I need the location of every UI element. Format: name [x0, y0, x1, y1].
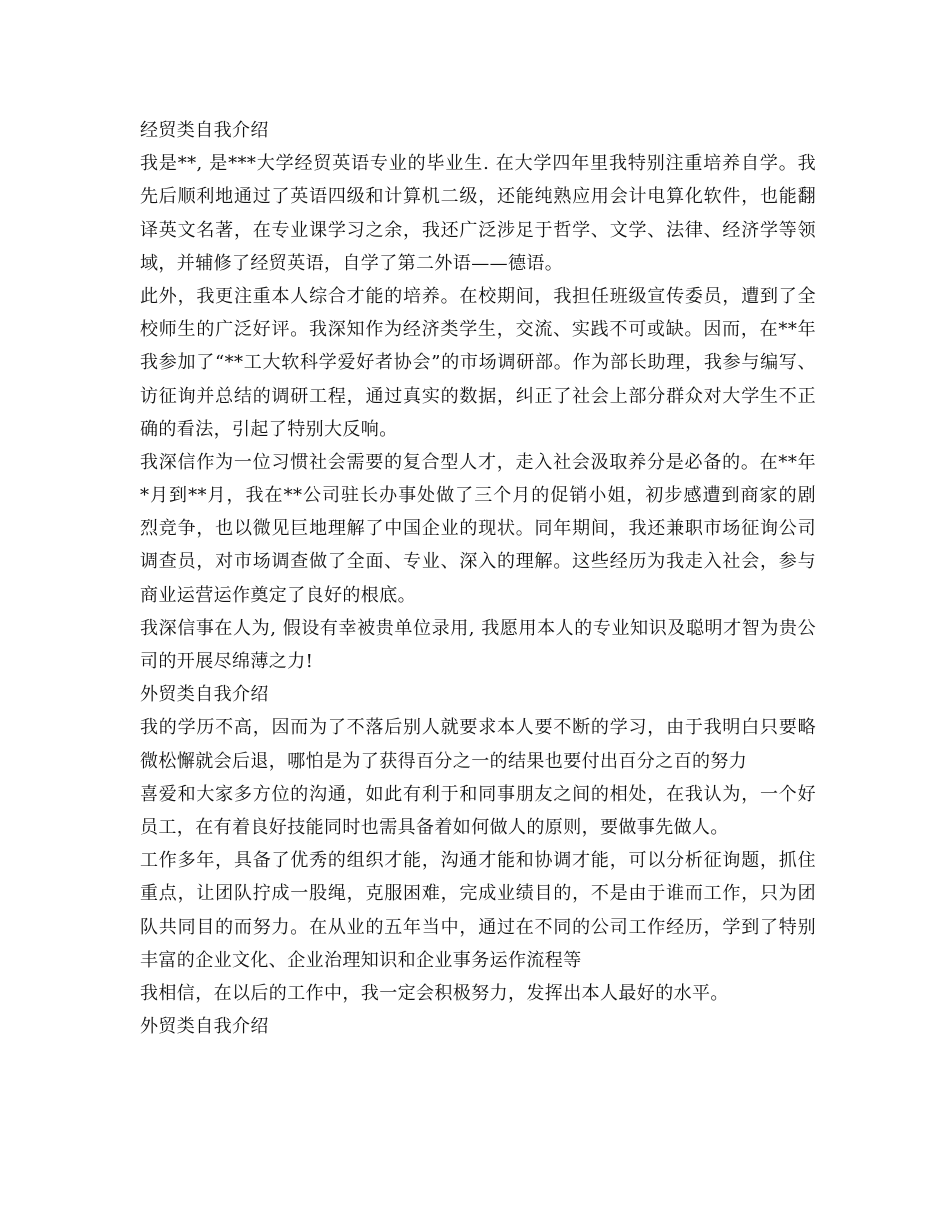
paragraph-line: 我参加了“**工大软科学爱好者协会”的市场调研部。作为部长助理，我参与编写、 — [140, 352, 816, 374]
paragraph-line: 我的学历不高，因而为了不落后别人就要求本人要不断的学习，由于我明白只要略 — [140, 717, 816, 739]
paragraph-line: 我深信事在人为, 假设有幸被贵单位录用, 我愿用本人的专业知识及聪明才智为贵公 — [140, 617, 816, 639]
paragraph-line: 重点，让团队拧成一股绳，克服困难，完成业绩目的，不是由于谁而工作，只为团 — [140, 883, 816, 905]
paragraph-line: 先后顺利地通过了英语四级和计算机二级，还能纯熟应用会计电算化软件，也能翻 — [140, 186, 816, 208]
paragraph-line: 我相信，在以后的工作中，我一定会积极努力，发挥出本人最好的水平。 — [140, 982, 729, 1004]
paragraph-line: 调查员，对市场调查做了全面、专业、深入的理解。这些经历为我走入社会，参与 — [140, 551, 816, 573]
paragraph-line: 队共同目的而努力。在从业的五年当中，通过在不同的公司工作经历，学到了特别 — [140, 916, 816, 938]
paragraph-line: 烈竞争，也以微见巨地理解了中国企业的现状。同年期间，我还兼职市场征询公司 — [140, 518, 816, 540]
paragraph-line: 确的看法，引起了特别大反响。 — [140, 418, 398, 440]
paragraph-line: 司的开展尽绵薄之力! — [140, 651, 314, 672]
paragraph-line: 域，并辅修了经贸英语，自学了第二外语——德语。 — [140, 252, 564, 274]
paragraph-line: 员工，在有着良好技能同时也需具备着如何做人的原则，要做事先做人。 — [140, 816, 729, 838]
document-body — [140, 114, 816, 1043]
paragraph-line: 我深信作为一位习惯社会需要的复合型人才，走入社会汲取养分是必备的。在**年 — [140, 451, 816, 473]
paragraph-line: 微松懈就会后退，哪怕是为了获得百分之一的结果也要付出百分之百的努力 — [140, 750, 748, 772]
paragraph-line: 工作多年，具备了优秀的组织才能，沟通才能和协调才能，可以分析征询题，抓住 — [140, 850, 816, 872]
paragraph-line: 访征询并总结的调研工程，通过真实的数据，纠正了社会上部分群众对大学生不正 — [140, 385, 816, 407]
paragraph-line: 商业运营运作奠定了良好的根底。 — [140, 584, 416, 606]
paragraph-line: 喜爱和大家多方位的沟通，如此有利于和同事朋友之间的相处，在我认为，一个好 — [140, 783, 816, 805]
paragraph-line: 校师生的广泛好评。我深知作为经济类学生，交流、实践不可或缺。因而，在**年 — [140, 319, 816, 341]
section-heading: 经贸类自我介绍 — [140, 120, 269, 141]
section-heading: 外贸类自我介绍 — [140, 1016, 269, 1038]
paragraph-line: 此外，我更注重本人综合才能的培养。在校期间，我担任班级宣传委员，遭到了全 — [140, 285, 816, 307]
paragraph-line: 丰富的企业文化、企业治理知识和企业事务运作流程等 — [140, 949, 582, 971]
section-heading: 外贸类自我介绍 — [140, 684, 269, 706]
paragraph-line: 译英文名著，在专业课学习之余，我还广泛涉足于哲学、文学、法律、经济学等领 — [140, 219, 816, 241]
paragraph-line: 我是**, 是***大学经贸英语专业的毕业生. 在大学四年里我特别注重培养自学。我 — [140, 153, 816, 175]
paragraph-line: *月到**月，我在**公司驻长办事处做了三个月的促销小姐，初步感遭到商家的剧 — [140, 485, 816, 507]
